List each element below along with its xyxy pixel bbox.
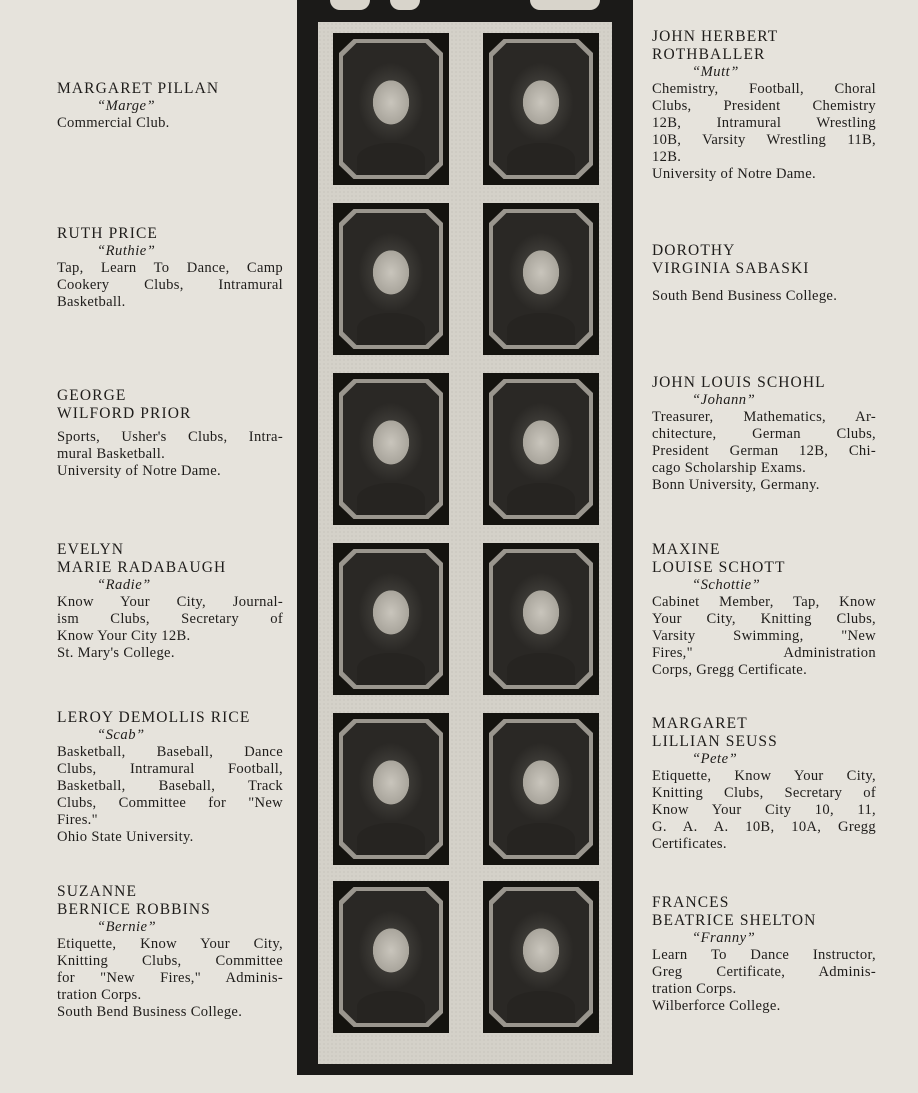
portrait-pillan	[333, 33, 449, 185]
entry-radabaugh	[57, 541, 283, 662]
panel-top-ornament	[320, 0, 610, 14]
entry-prior	[57, 387, 283, 480]
student-activities: Treasurer, Mathematics, Ar- chitecture, German Clubs, President German 12B, Chi- cago Scholarship Exams. Bonn University, Germany.	[652, 409, 876, 493]
student-nickname: “ Schottie ”	[692, 577, 876, 594]
student-nickname: “ Scab ”	[97, 727, 283, 744]
student-name: DOROTHY VIRGINIA SABASKI	[652, 242, 810, 277]
entry-schohl	[652, 374, 876, 494]
student-activities: Chemistry, Football, Choral Clubs, President Chemistry 12B, Intramural Wrestling 10B, Varsity Wrestling 11B, 12B. University of Notre Dame.	[652, 81, 876, 182]
student-name: MARGARET LILLIAN SEUSS	[652, 715, 778, 750]
student-name: SUZANNE BERNICE ROBBINS	[57, 883, 211, 918]
student-name: RUTH PRICE	[57, 225, 158, 242]
student-name: LEROY DEMOLLIS RICE	[57, 709, 251, 726]
student-nickname: “ Johann ”	[692, 392, 876, 409]
student-activities: Etiquette, Know Your City, Knitting Clubs, Committee for "New Fires," Adminis- tration Corps. South Bend Business College.	[57, 936, 283, 1020]
student-activities: Tap, Learn To Dance, Camp Cookery Clubs, Intramural Basketball.	[57, 260, 283, 310]
entry-pillan	[57, 80, 283, 132]
student-activities: Learn To Dance Instructor, Greg Certificate, Adminis- tration Corps. Wilberforce College.	[652, 947, 876, 1014]
entry-rothballer	[652, 28, 876, 183]
student-name: GEORGE WILFORD PRIOR	[57, 387, 192, 422]
portrait-seuss	[483, 713, 599, 865]
portrait-rice	[333, 713, 449, 865]
student-activities: South Bend Business College.	[652, 288, 838, 304]
student-nickname: “ Mutt ”	[692, 64, 876, 81]
student-nickname: “ Ruthie ”	[97, 243, 283, 260]
student-name: MARGARET PILLAN	[57, 80, 220, 97]
student-activities: Know Your City, Journal- ism Clubs, Secretary of Know Your City 12B. St. Mary's College.	[57, 594, 283, 661]
entry-schott	[652, 541, 876, 679]
portrait-schott	[483, 543, 599, 695]
portrait-shelton	[483, 881, 599, 1033]
student-nickname: “ Bernie ”	[97, 919, 283, 936]
portrait-schohl	[483, 373, 599, 525]
entry-price	[57, 225, 283, 311]
student-activities: Cabinet Member, Tap, Know Your City, Knitting Clubs, Varsity Swimming, "New Fires," Administration Corps, Gregg Certificate.	[652, 594, 876, 678]
entry-rice	[57, 709, 283, 846]
portrait-rothballer	[483, 33, 599, 185]
student-name: MAXINE LOUISE SCHOTT	[652, 541, 786, 576]
student-name: JOHN LOUIS SCHOHL	[652, 374, 826, 391]
student-activities: Commercial Club.	[57, 115, 170, 131]
student-name: JOHN HERBERT ROTHBALLER	[652, 28, 779, 63]
student-name: FRANCES BEATRICE SHELTON	[652, 894, 817, 929]
portrait-robbins	[333, 881, 449, 1033]
student-nickname: “ Franny ”	[692, 930, 876, 947]
entry-seuss	[652, 715, 876, 853]
portrait-radabaugh	[333, 543, 449, 695]
student-nickname: “ Marge ”	[97, 98, 283, 115]
portrait-prior	[333, 373, 449, 525]
student-activities: Basketball, Baseball, Dance Clubs, Intramural Football, Basketball, Baseball, Track Clubs, Committee for "New Fires." Ohio State University.	[57, 744, 283, 845]
portrait-sabaski	[483, 203, 599, 355]
entry-shelton	[652, 894, 876, 1015]
student-nickname: “ Radie ”	[97, 577, 283, 594]
entry-sabaski	[652, 242, 876, 305]
entry-robbins	[57, 883, 283, 1021]
student-activities: Sports, Usher's Clubs, Intra- mural Basketball. University of Notre Dame.	[57, 429, 283, 479]
portrait-price	[333, 203, 449, 355]
student-name: EVELYN MARIE RADABAUGH	[57, 541, 227, 576]
student-activities: Etiquette, Know Your City, Knitting Clubs, Secretary of Know Your City 10, 11, G. A. A. 10B, 10A, Gregg Certificates.	[652, 768, 876, 852]
student-nickname: “ Pete ”	[692, 751, 876, 768]
